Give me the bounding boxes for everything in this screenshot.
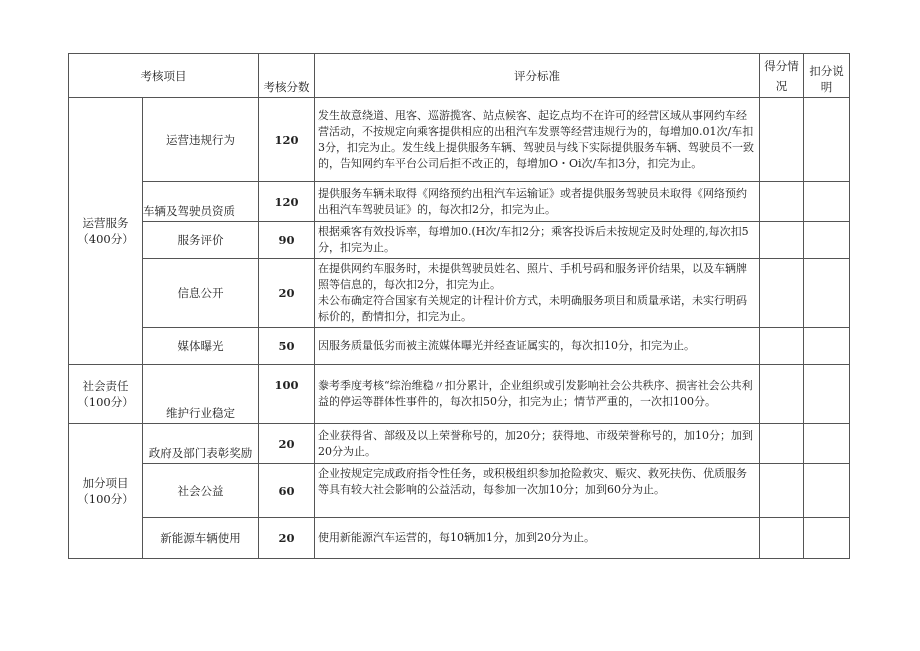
points-value: 120 — [259, 98, 315, 182]
table-row — [69, 464, 850, 518]
sub-item: 社会公益 — [143, 464, 259, 518]
header-row — [69, 54, 850, 98]
points-value: 90 — [259, 222, 315, 259]
table-row — [69, 365, 850, 424]
deduction-note-cell — [804, 464, 850, 518]
deduction-note-cell — [804, 222, 850, 259]
got-score-cell — [760, 424, 804, 464]
sub-item: 车辆及驾驶员资质 — [143, 182, 259, 222]
header-got-score: 得分情况 — [760, 54, 804, 98]
points-value: 20 — [259, 259, 315, 328]
deduction-note-cell — [804, 182, 850, 222]
sub-item: 媒体曝光 — [143, 328, 259, 365]
criteria-text: 企业获得省、部级及以上荣誉称号的，加20分；获得地、市级荣誉称号的，加10分；加到20分为止。 — [315, 424, 760, 464]
table-row — [69, 182, 850, 222]
category-points: （100分） — [77, 395, 134, 409]
points-value: 50 — [259, 328, 315, 365]
sub-item: 运营违规行为 — [143, 98, 259, 182]
criteria-text: 因服务质量低劣而被主流媒体曝光并经查证属实的，每次扣10分，扣完为止。 — [315, 328, 760, 365]
criteria-text: 未公布确定符合国家有关规定的计程计价方式，未明确服务项目和质量承诺，未实行明码标价的，酌情扣分，扣完为止。 — [318, 294, 747, 323]
points-value: 120 — [259, 182, 315, 222]
deduction-note-cell — [804, 98, 850, 182]
got-score-cell — [760, 328, 804, 365]
got-score-cell — [760, 518, 804, 559]
category-cell — [69, 365, 143, 424]
got-score-cell — [760, 365, 804, 424]
table-row — [69, 328, 850, 365]
sub-item: 新能源车辆使用 — [143, 518, 259, 559]
points-value: 20 — [259, 424, 315, 464]
table-row — [69, 518, 850, 559]
category-name: 加分项目 — [82, 476, 129, 490]
criteria-text: 企业按规定完成政府指令性任务，或积极组织参加抢险救灾、赈灾、救死扶伤、优质服务等具有较大社会影响的公益活动，每参加一次加10分；加到60分为止。 — [315, 464, 760, 518]
sub-item: 维护行业稳定 — [143, 365, 259, 424]
deduction-note-cell — [804, 518, 850, 559]
category-cell — [69, 424, 143, 559]
header-deduction-note: 扣分说明 — [804, 54, 850, 98]
got-score-cell — [760, 182, 804, 222]
criteria-text: 提供服务车辆未取得《网络预约出租汽车运输证》或者提供服务驾驶员未取得《网络预约出租汽车驾驶员证》的，每次扣2分，扣完为止。 — [315, 182, 760, 222]
header-score: 考核分数 — [259, 54, 315, 98]
got-score-cell — [760, 259, 804, 328]
sub-item: 服务评价 — [143, 222, 259, 259]
category-cell — [69, 98, 143, 365]
assessment-table — [68, 53, 850, 559]
got-score-cell — [760, 98, 804, 182]
category-points: （400分） — [77, 232, 134, 246]
criteria-text: 使用新能源汽车运营的，每10辆加1分，加到20分为止。 — [315, 518, 760, 559]
header-item: 考核项目 — [69, 54, 259, 98]
deduction-note-cell — [804, 365, 850, 424]
got-score-cell — [760, 464, 804, 518]
table-row — [69, 222, 850, 259]
deduction-note-cell — [804, 424, 850, 464]
category-points: （100分） — [77, 492, 134, 506]
deduction-note-cell — [804, 328, 850, 365]
sub-item: 政府及部门表彰奖励 — [143, 424, 259, 464]
table-row — [69, 424, 850, 464]
criteria-cell — [315, 259, 760, 328]
criteria-text: 豢考季度考核“综治维稳〃扣分累计，企业组织或引发影响社会公共秩序、损害社会公共利益的停运等群体性事件的，每次扣50分，扣完为止；情节严重的，一次扣100分。 — [315, 365, 760, 424]
points-value: 20 — [259, 518, 315, 559]
deduction-note-cell — [804, 259, 850, 328]
criteria-text: 发生故意绕道、甩客、巡游揽客、站点候客、起讫点均不在许可的经营区域从事网约车经营活动，不按规定向乘客提供相应的出租汽车发票等经营违规行为的，每增加0.01次/车扣3分，扣完为止。发生线上提供服务车辆、驾驶员与线下实际提供服务车辆、驾驶员不一致的，告知网约车平台公司后拒不改正的，每增加O・Oi次/车扣3分，扣完为止。 — [315, 98, 760, 182]
criteria-text: 在提供网约车服务时，未提供驾驶员姓名、照片、手机号码和服务评价结果，以及车辆牌照等信息的，每次扣2分，扣完为止。 — [318, 262, 747, 291]
header-criteria: 评分标准 — [315, 54, 760, 98]
category-name: 社会责任 — [82, 379, 129, 393]
criteria-text: 根据乘客有效投诉率，每增加0.(H次/车扣2分；乘客投诉后未按规定及时处理的,每次扣5分，扣完为止。 — [315, 222, 760, 259]
table-row — [69, 98, 850, 182]
category-name: 运营服务 — [82, 216, 129, 230]
points-value: 100 — [259, 365, 315, 424]
points-value: 60 — [259, 464, 315, 518]
table-row — [69, 259, 850, 328]
sub-item: 信息公开 — [143, 259, 259, 328]
got-score-cell — [760, 222, 804, 259]
